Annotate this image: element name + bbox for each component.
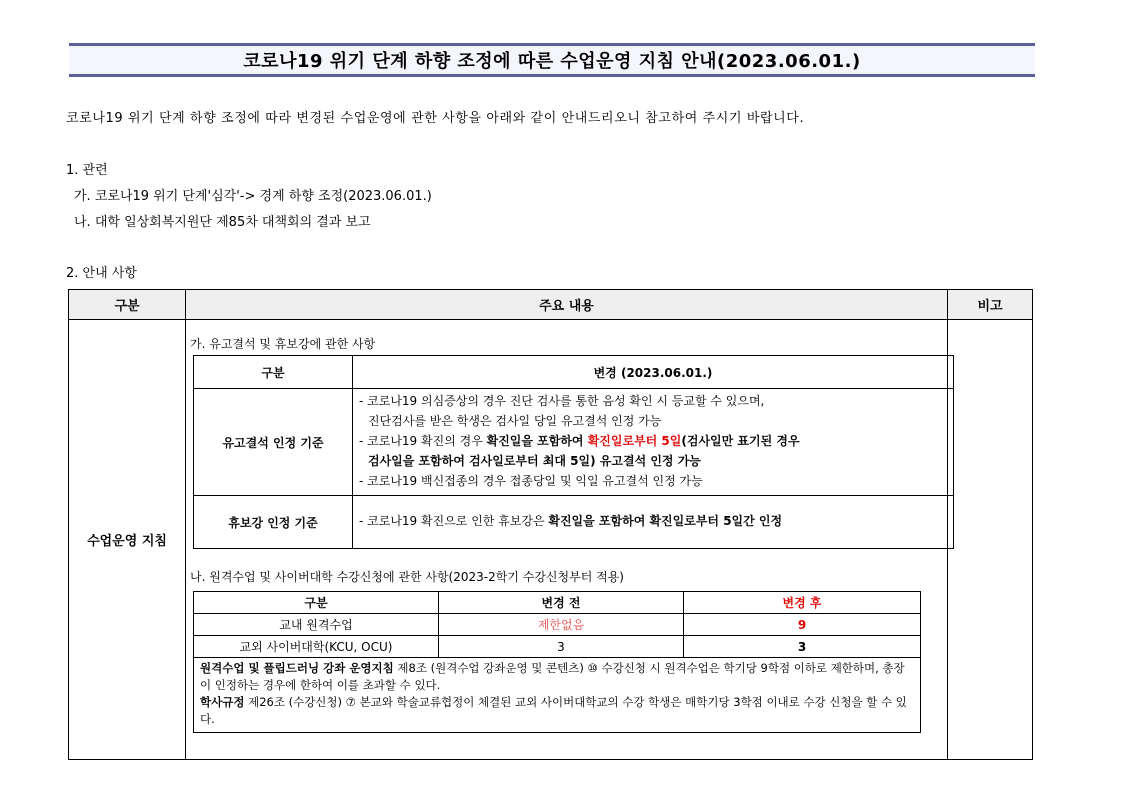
note-cell <box>948 320 1033 760</box>
section1-heading: 1. 관련 <box>66 163 108 178</box>
remote-row-before: 제한없음 <box>439 614 684 636</box>
absence-line-3-highlight: 확진일로부터 5일 <box>587 434 682 448</box>
makeup-row-content <box>353 496 954 549</box>
remote-col-after: 변경 후 <box>684 592 921 614</box>
absence-line-2: 진단검사를 받은 학생은 검사일 당일 유고결석 인정 가능 <box>368 414 662 428</box>
cyber-row-before: 3 <box>439 636 684 658</box>
document-title: 코로나19 위기 단계 하향 조정에 따른 수업운영 지침 안내(2023.06.01.) <box>243 51 861 72</box>
makeup-row <box>194 496 954 549</box>
remote-row <box>194 614 921 636</box>
note-1 <box>200 660 914 694</box>
note-2-text: 제26조 (수강신청) ⑦ 본교와 학술교류협정이 체결된 교외 사이버대학교의 수강 학생은 매학기당 3학점 이내로 수강 신청을 할 수 있다. <box>200 695 907 726</box>
remote-col-category: 구분 <box>194 592 439 614</box>
intro-paragraph: 코로나19 위기 단계 하향 조정에 따라 변경된 수업운영에 관한 사항을 아래와 같이 안내드리오니 참고하여 주시기 바랍니다. <box>66 111 805 126</box>
col-note-header: 비고 <box>948 290 1033 320</box>
remote-col-before: 변경 전 <box>439 592 684 614</box>
absence-line-5: - 코로나19 백신접종의 경우 접종당일 및 익일 유고결석 인정 가능 <box>359 474 703 488</box>
absence-row <box>194 389 954 496</box>
part-b-heading: 나. 원격수업 및 사이버대학 수강신청에 관한 사항(2023-2학기 수강신청부터 적용) <box>190 570 624 584</box>
row-label: 수업운영 지침 <box>69 320 186 760</box>
part-a-heading: 가. 유고결석 및 휴보강에 관한 사항 <box>190 337 376 351</box>
absence-line-3-text: - 코로나19 확진의 경우 <box>359 434 487 448</box>
absence-col-change: 변경 (2023.06.01.) <box>353 356 954 389</box>
section1-item-b: 나. 대학 일상회복지원단 제85차 대책회의 결과 보고 <box>74 215 371 230</box>
makeup-row-label: 휴보강 인정 기준 <box>194 496 353 549</box>
cyber-row-label: 교외 사이버대학(KCU, OCU) <box>194 636 439 658</box>
absence-row-label: 유고결석 인정 기준 <box>194 389 353 496</box>
remote-table-header <box>194 592 921 614</box>
absence-line-3-bold: 확진일을 포함하여 <box>486 434 588 448</box>
absence-line-1: - 코로나19 의심증상의 경우 진단 검사를 통한 음성 확인 시 등교할 수 있으며, <box>359 394 765 408</box>
absence-row-content <box>353 389 954 496</box>
absence-line-4: 검사일을 포함하여 검사일로부터 최대 5일) 유고결석 인정 가능 <box>368 454 701 468</box>
document-title-bar <box>69 43 1035 77</box>
remote-notes <box>194 658 921 733</box>
absence-col-category: 구분 <box>194 356 353 389</box>
absence-table <box>193 355 954 549</box>
cyber-row <box>194 636 921 658</box>
col-category-header: 구분 <box>69 290 186 320</box>
col-content-header: 주요 내용 <box>186 290 948 320</box>
remote-notes-row <box>194 658 921 733</box>
remote-row-label: 교내 원격수업 <box>194 614 439 636</box>
note-2-title: 학사규정 <box>200 695 245 709</box>
remote-row-after: 9 <box>684 614 921 636</box>
makeup-text: - 코로나19 확진으로 인한 휴보강은 <box>359 514 549 528</box>
makeup-bold: 확진일을 포함하여 확진일로부터 5일간 인정 <box>548 514 783 528</box>
cyber-row-after: 3 <box>684 636 921 658</box>
absence-line-3 <box>359 431 947 451</box>
note-2 <box>200 694 914 728</box>
section1-item-a: 가. 코로나19 위기 단계'심각'-> 경계 하향 조정(2023.06.01.) <box>74 189 432 204</box>
remote-table <box>193 591 921 733</box>
absence-line-3-bold-tail: (검사일만 표기된 경우 <box>681 434 800 448</box>
note-1-title: 원격수업 및 플립드러닝 강좌 운영지침 <box>200 661 394 675</box>
main-table-header <box>69 290 1033 320</box>
note-1-text: 제8조 (원격수업 강좌운영 및 콘텐츠) ⑩ 수강신청 시 원격수업은 학기당 9학점 이하로 제한하며, 총장이 인정하는 경우에 한하여 이를 초과할 수 있다. <box>200 661 905 692</box>
absence-table-header <box>194 356 954 389</box>
section2-heading: 2. 안내 사항 <box>66 266 137 281</box>
